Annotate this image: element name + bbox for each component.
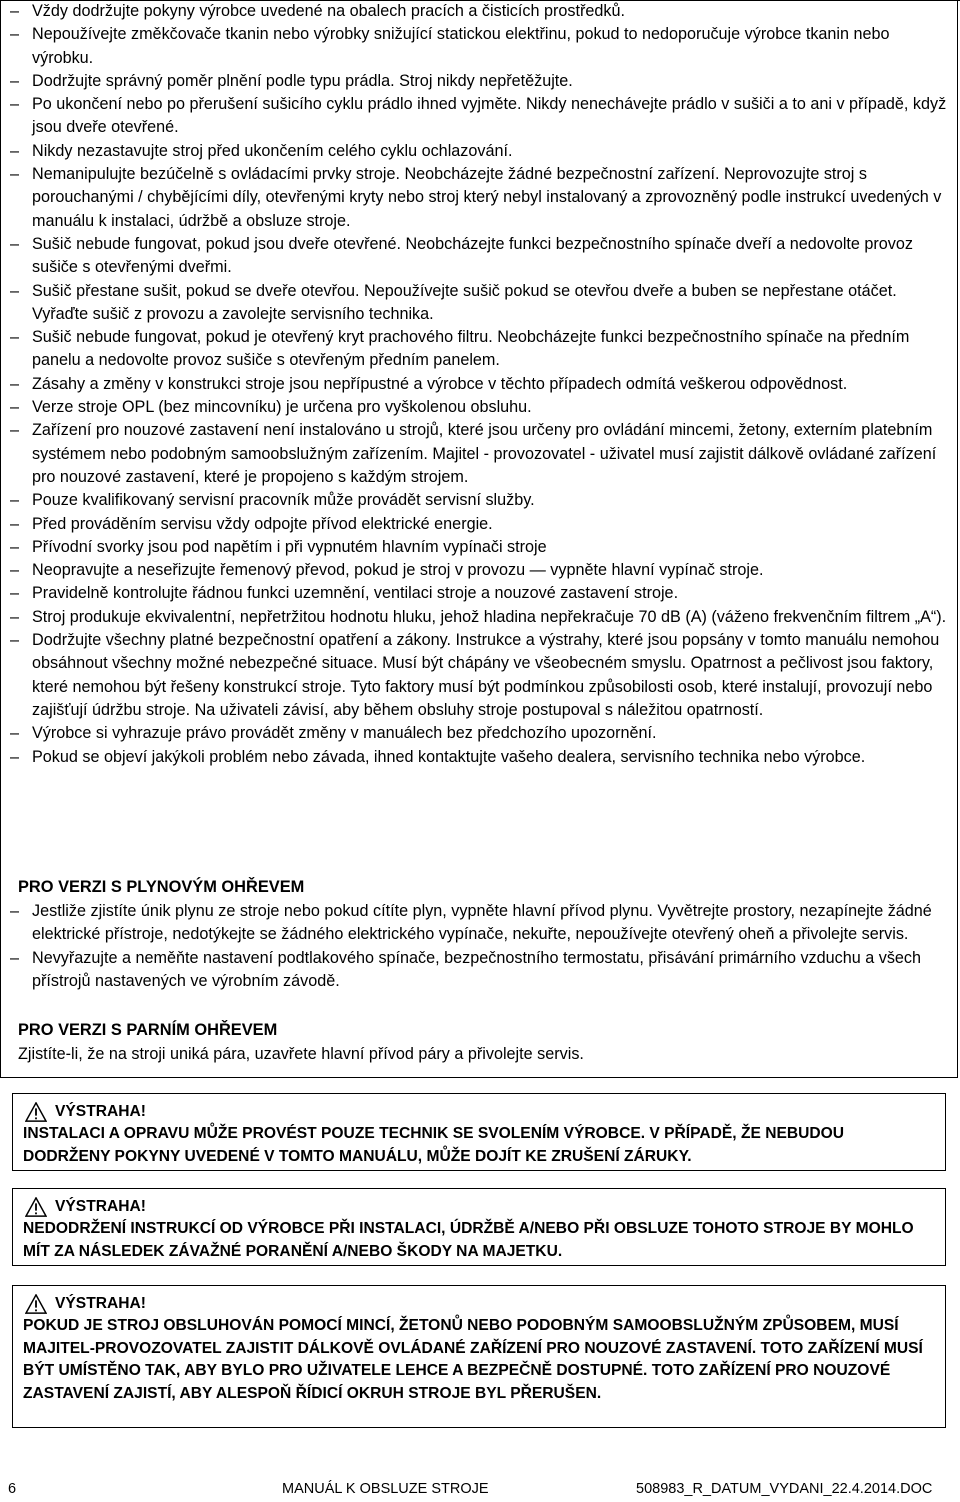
list-dash: – bbox=[10, 491, 20, 510]
list-item-text: Vždy dodržujte pokyny výrobce uvedené na obalech pracích a čisticích prostředků. bbox=[32, 2, 625, 20]
list-item bbox=[10, 140, 952, 163]
list-item-text: Stroj produkuje ekvivalentní, nepřetržitou hodnotu hluku, jehož hladina nepřekračuje 70 dB (A) (váženo frekvenčním filtrem „A“). bbox=[32, 607, 947, 626]
warning-text: POKUD JE STROJ OBSLUHOVÁN POMOCÍ MINCÍ, ŽETONŮ NEBO PODOBNÝM SAMOOBSLUŽNÝM ZPŮSOBEM, MUSÍ MAJITEL-PROVOZOVATEL ZAJISTIT DÁLKOVĚ OVLÁDANÉ ZAŘÍZENÍ PRO NOUZOVÉ ZASTAVENÍ. TOTO ZAŘÍZENÍ MUSÍ BÝT UMÍSTĚNO TAK, ABY BYLO PRO UŽIVATELE LEHCE A BEZPEČNĚ DOSTUPNÉ. TOTO ZAŘÍZENÍ PRO NOUZOVÉ ZASTAVENÍ ZAJISTÍ, ABY ALESPOŇ ŘÍDICÍ OKRUH STROJE BYL PŘERUŠEN. bbox=[23, 1317, 923, 1402]
list-item-text: Jestliže zjistíte únik plynu ze stroje nebo pokud cítíte plyn, vypněte hlavní přívod plynu. Vyvětrejte prostory, nezapínejte žádné elektrické přístroje, nedotýkejte se žádného elektrického vypínače, nekuřte, nepoužívejte otevřený oheň a přivolejte servis. bbox=[32, 902, 932, 944]
list-item-text: Nikdy nezastavujte stroj před ukončením celého cyklu ochlazování. bbox=[32, 141, 513, 160]
list-dash: – bbox=[10, 631, 20, 650]
list-item bbox=[10, 489, 952, 512]
list-item-text: Po ukončení nebo po přerušení sušicího cyklu prádlo ihned vyjměte. Nikdy nenechávejte prádlo v sušiči a to ani v případě, když jsou dveře otevřené. bbox=[32, 95, 947, 137]
list-item-text: Před prováděním servisu vždy odpojte přívod elektrické energie. bbox=[32, 514, 493, 533]
warning-box bbox=[12, 1285, 946, 1428]
list-item bbox=[10, 746, 952, 769]
list-item-text: Nevyřazujte a neměňte nastavení podtlakového spínače, bezpečnostního termostatu, přisávání primárního vzduchu a všech přístrojů nastavených ve výrobním závodě. bbox=[32, 948, 922, 990]
list-item-text: Neopravujte a neseřizujte řemenový převod, pokud je stroj v provozu — vypněte hlavní vypínač stroje. bbox=[32, 561, 764, 580]
warning-label: VÝSTRAHA! bbox=[55, 1294, 146, 1312]
list-item bbox=[10, 163, 952, 233]
list-item-text: Dodržujte správný poměr plnění podle typu prádla. Stroj nikdy nepřetěžujte. bbox=[32, 71, 573, 90]
list-item bbox=[10, 536, 952, 559]
list-dash: – bbox=[10, 374, 20, 393]
list-item-text: Nepoužívejte změkčovače tkanin nebo výrobky snižující statickou elektřinu, pokud to nedoporučuje výrobce tkanin nebo výrobku. bbox=[32, 25, 890, 67]
list-item bbox=[10, 0, 952, 23]
footer-manual-title: MANUÁL K OBSLUZE STROJE bbox=[282, 1481, 489, 1497]
list-dash: – bbox=[10, 584, 20, 603]
list-dash: – bbox=[10, 328, 20, 347]
list-dash: – bbox=[10, 398, 20, 417]
list-item bbox=[10, 396, 952, 419]
warning-text: NEDODRŽENÍ INSTRUKCÍ OD VÝROBCE PŘI INSTALACI, ÚDRŽBĚ A/NEBO PŘI OBSLUZE TOHOTO STROJE BY MOHLO MÍT ZA NÁSLEDEK ZÁVAŽNÉ PORANĚNÍ A/NEBO ŠKODY NA MAJETKU. bbox=[23, 1220, 914, 1260]
list-dash: – bbox=[10, 537, 20, 556]
list-item bbox=[10, 326, 952, 373]
list-dash: – bbox=[10, 95, 20, 114]
list-dash: – bbox=[10, 948, 20, 967]
list-item-text: Pouze kvalifikovaný servisní pracovník může provádět servisní služby. bbox=[32, 491, 535, 510]
list-item bbox=[10, 233, 952, 280]
list-item bbox=[10, 419, 952, 489]
list-item-text: Zařízení pro nouzové zastavení není instalováno u strojů, které jsou určeny pro ovládání mincemi, žetony, externím platebním systémem nebo podobným samoobslužným zařízením. Majitel - provozovatel - uživatel musí zajistit dálkově ovládané zařízení pro nouzové zastavení, které je propojeno s každým strojem. bbox=[32, 421, 937, 486]
list-item-text: Pravidelně kontrolujte řádnou funkci uzemnění, ventilaci stroje a nouzové zastavení stroje. bbox=[32, 584, 679, 603]
warning-label: VÝSTRAHA! bbox=[55, 1102, 146, 1120]
list-item bbox=[10, 280, 952, 327]
list-item bbox=[10, 947, 952, 994]
list-item-text: Sušič nebude fungovat, pokud jsou dveře otevřené. Neobcházejte funkci bezpečnostního spínače dveří a nedovolte provoz sušiče s otevřenými dveřmi. bbox=[32, 234, 914, 277]
list-item-text: Sušič nebude fungovat, pokud je otevřený kryt prachového filtru. Neobcházejte funkci bezpečnostního spínače na předním panelu a nedovolte provoz sušiče s otevřeným předním panelem. bbox=[32, 328, 910, 370]
list-item-text: Verze stroje OPL (bez mincovníku) je určena pro vyškolenou obsluhu. bbox=[32, 398, 532, 417]
list-dash: – bbox=[10, 71, 20, 90]
list-item bbox=[10, 900, 952, 947]
gas-section-list bbox=[10, 900, 952, 993]
list-item bbox=[10, 582, 952, 605]
list-item-text: Výrobce si vyhrazuje právo provádět změny v manuálech bez předchozího upozornění. bbox=[32, 724, 657, 743]
list-item bbox=[10, 70, 952, 93]
list-item-text: Dodržujte všechny platné bezpečnostní opatření a zákony. Instrukce a výstrahy, které jsou popsány v tomto manuálu nemohou obsáhnout všechny možné nebezpečné situace. Musí být chápány ve všeobecném smyslu. Opatrnost a pečlivost jsou faktory, které nemohou být řešeny konstrukcí stroje. Tyto faktory musí být podmínkou způsobilosti osob, které instalují, provozují nebo zajišťují údržbu stroje. Na uživateli závisí, aby během obsluhy stroje postupoval s náležitou opatrností. bbox=[32, 631, 940, 719]
safety-instructions-list bbox=[10, 0, 952, 769]
list-dash: – bbox=[10, 234, 20, 253]
list-item bbox=[10, 606, 952, 629]
list-dash: – bbox=[10, 607, 20, 626]
list-dash: – bbox=[10, 141, 20, 160]
steam-section-text: Zjistíte-li, že na stroji uniká pára, uzavřete hlavní přívod páry a přivolejte servis. bbox=[18, 1045, 584, 1063]
list-dash: – bbox=[10, 902, 20, 920]
warning-triangle-icon bbox=[25, 1197, 47, 1217]
warning-box bbox=[12, 1188, 946, 1266]
list-dash: – bbox=[10, 2, 20, 20]
list-item bbox=[10, 93, 952, 140]
list-item bbox=[10, 722, 952, 745]
list-dash: – bbox=[10, 724, 20, 743]
list-item-text: Přívodní svorky jsou pod napětím i při vypnutém hlavním vypínači stroje bbox=[32, 537, 547, 556]
list-dash: – bbox=[10, 747, 20, 766]
list-dash: – bbox=[10, 561, 20, 580]
warning-text: INSTALACI A OPRAVU MŮŽE PROVÉST POUZE TECHNIK SE SVOLENÍM VÝROBCE. V PŘÍPADĚ, ŽE NEBUDOU DODRŽENY POKYNY UVEDENÉ V TOMTO MANUÁLU, MŮŽE DOJÍT KE ZRUŠENÍ ZÁRUKY. bbox=[23, 1125, 845, 1165]
steam-section-heading: PRO VERZI S PARNÍM OHŘEVEM bbox=[18, 1021, 278, 1039]
gas-section-heading: PRO VERZI S PLYNOVÝM OHŘEVEM bbox=[18, 878, 305, 896]
warning-label: VÝSTRAHA! bbox=[55, 1197, 146, 1215]
left-border-line bbox=[0, 0, 1, 1078]
list-item-text: Pokud se objeví jakýkoli problém nebo závada, ihned kontaktujte vašeho dealera, servisního technika nebo výrobce. bbox=[32, 747, 866, 766]
warning-box bbox=[12, 1093, 946, 1171]
list-item bbox=[10, 373, 952, 396]
list-item bbox=[10, 629, 952, 722]
footer-file-name: 508983_R_DATUM_VYDANI_22.4.2014.DOC bbox=[636, 1481, 933, 1497]
list-item-text: Zásahy a změny v konstrukci stroje jsou nepřípustné a výrobce v těchto případech odmítá veškerou odpovědnost. bbox=[32, 374, 848, 393]
list-item bbox=[10, 23, 952, 70]
list-dash: – bbox=[10, 25, 20, 44]
warning-triangle-icon bbox=[25, 1294, 47, 1314]
list-item-text: Nemanipulujte bezúčelně s ovládacími prvky stroje. Neobcházejte žádné bezpečnostní zařízení. Neprovozujte stroj s porouchanými / chybějícími díly, otevřenými kryty nebo stroj který nebyl instalovaný a zprovozněný podle instrukcí uvedených v manuálu k instalaci, údržbě a obsluze stroje. bbox=[32, 165, 942, 230]
list-dash: – bbox=[10, 421, 20, 440]
list-dash: – bbox=[10, 165, 20, 184]
list-item bbox=[10, 559, 952, 582]
warning-triangle-icon bbox=[25, 1102, 47, 1122]
footer-page-number: 6 bbox=[8, 1481, 17, 1497]
right-border-line bbox=[957, 0, 958, 1078]
list-dash: – bbox=[10, 281, 20, 300]
section-divider-line bbox=[0, 1077, 958, 1078]
list-item-text: Sušič přestane sušit, pokud se dveře otevřou. Nepoužívejte sušič pokud se otevřou dveře a buben se nepřestane otáčet. Vyřaďte sušič z provozu a zavolejte servisního technika. bbox=[32, 281, 897, 323]
list-dash: – bbox=[10, 514, 20, 533]
list-item bbox=[10, 513, 952, 536]
